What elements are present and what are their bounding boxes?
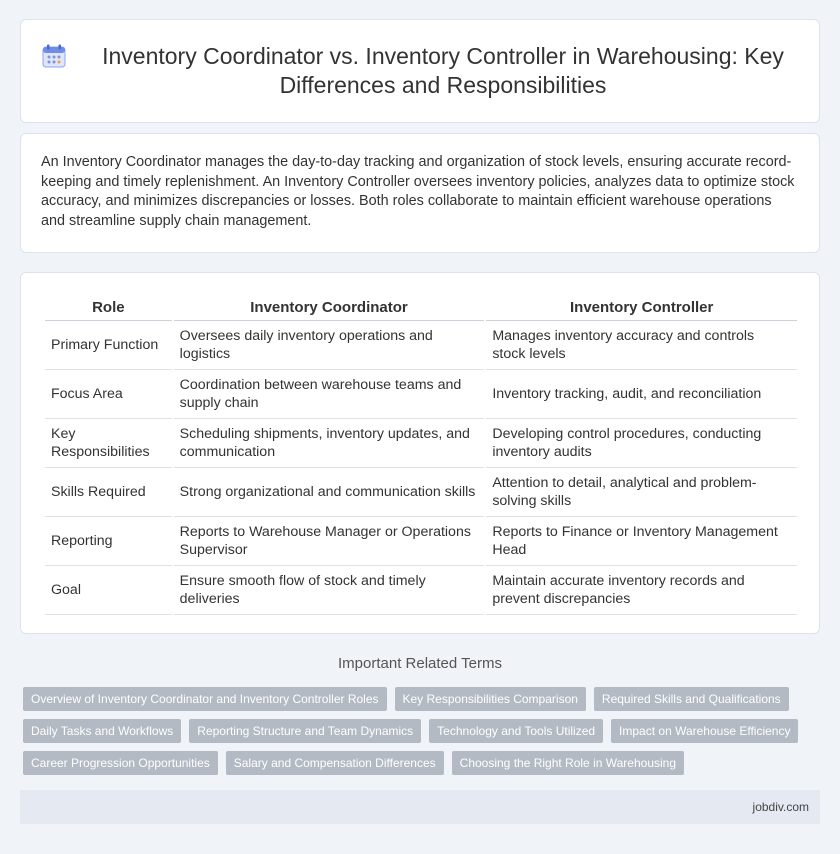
related-term-tag[interactable]: Technology and Tools Utilized [429, 719, 603, 743]
table-row [45, 517, 797, 566]
comparison-table [43, 295, 799, 615]
title-card [20, 19, 820, 123]
table-row [45, 419, 797, 468]
coordinator-cell: Coordination between warehouse teams and supply chain [174, 370, 485, 419]
related-terms-heading: Important Related Terms [338, 655, 502, 672]
comparison-card [20, 272, 820, 634]
coordinator-cell: Oversees daily inventory operations and logistics [174, 321, 485, 370]
header-controller: Inventory Controller [486, 295, 797, 321]
controller-cell: Manages inventory accuracy and controls stock levels [486, 321, 797, 370]
role-cell: Key Responsibilities [45, 419, 172, 468]
related-term-tag[interactable]: Impact on Warehouse Efficiency [611, 719, 798, 743]
page-title: Inventory Coordinator vs. Inventory Controller in Warehousing: Key Differences and Responsibilities [102, 43, 784, 98]
controller-cell: Attention to detail, analytical and problem-solving skills [486, 468, 797, 517]
role-cell: Skills Required [45, 468, 172, 517]
role-cell: Primary Function [45, 321, 172, 370]
related-terms-list [23, 687, 813, 775]
intro-paragraph: An Inventory Coordinator manages the day-to-day tracking and organization of stock levels, ensuring accurate record-keeping and timely replenishment. An Inventory Controller oversees inventory policies, analyzes data to optimize stock accuracy, and minimizes discrepancies or losses. Both roles collaborate to maintain efficient warehouse operations and streamline supply chain management. [41, 154, 795, 229]
role-cell: Goal [45, 566, 172, 615]
footer [20, 790, 820, 824]
role-cell: Focus Area [45, 370, 172, 419]
footer-site-link[interactable]: jobdiv.com [752, 800, 809, 814]
related-term-tag[interactable]: Daily Tasks and Workflows [23, 719, 181, 743]
controller-cell: Inventory tracking, audit, and reconciliation [486, 370, 797, 419]
coordinator-cell: Reports to Warehouse Manager or Operations Supervisor [174, 517, 485, 566]
header-role: Role [45, 295, 172, 321]
coordinator-cell: Strong organizational and communication skills [174, 468, 485, 517]
header-coordinator: Inventory Coordinator [174, 295, 485, 321]
intro-card [20, 133, 820, 253]
related-term-tag[interactable]: Choosing the Right Role in Warehousing [452, 751, 684, 775]
table-row [45, 370, 797, 419]
controller-cell: Developing control procedures, conducting inventory audits [486, 419, 797, 468]
controller-cell: Maintain accurate inventory records and prevent discrepancies [486, 566, 797, 615]
table-header-row [45, 295, 797, 321]
related-term-tag[interactable]: Overview of Inventory Coordinator and Inventory Controller Roles [23, 687, 387, 711]
controller-cell: Reports to Finance or Inventory Management Head [486, 517, 797, 566]
coordinator-cell: Ensure smooth flow of stock and timely deliveries [174, 566, 485, 615]
coordinator-cell: Scheduling shipments, inventory updates, and communication [174, 419, 485, 468]
table-row [45, 566, 797, 615]
related-term-tag[interactable]: Required Skills and Qualifications [594, 687, 789, 711]
related-term-tag[interactable]: Salary and Compensation Differences [226, 751, 444, 775]
table-row [45, 321, 797, 370]
related-term-tag[interactable]: Key Responsibilities Comparison [395, 687, 586, 711]
related-term-tag[interactable]: Reporting Structure and Team Dynamics [189, 719, 421, 743]
table-row [45, 468, 797, 517]
related-term-tag[interactable]: Career Progression Opportunities [23, 751, 218, 775]
calendar-icon [41, 43, 67, 69]
role-cell: Reporting [45, 517, 172, 566]
